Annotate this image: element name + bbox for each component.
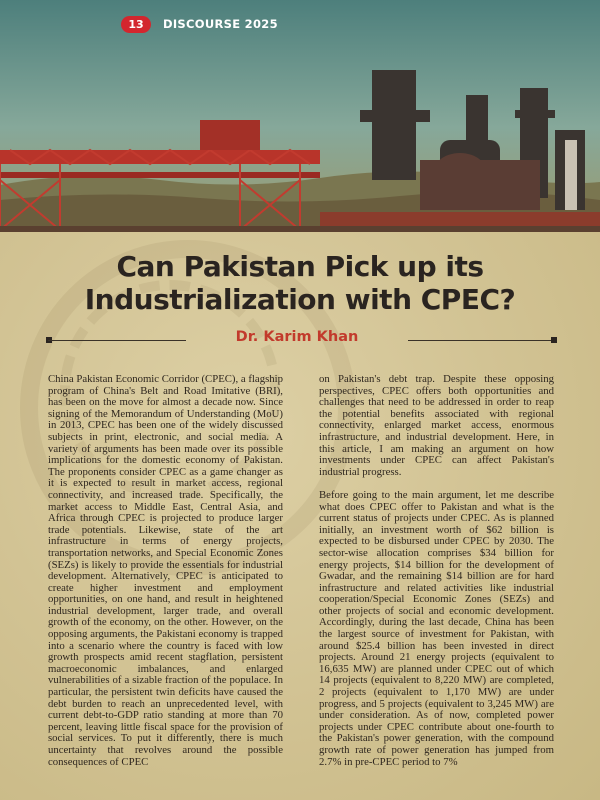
article-title <box>40 250 560 316</box>
article-paragraph: Before going to the main argument, let me describe what does CPEC offer to Pakistan and what is the current status of projects under CPEC. As is planned initially, an investment worth of $62 billion is expected to be disbursed under CPEC by 2030. The sector-wise allocation comprises $34 billion for energy projects, $14 billion for the development of Gwadar, and the remaining $14 billion are for hard infrastructure and related activities like industrial cooperation/Special Economic Zones (SEZs) and other projects of social and economic development. Accordingly, during the last decade, China has been the largest source of investment for Pakistan, with around $25.4 billion has been invested in direct projects. Around 21 energy projects (equivalent to 16,635 MW) are planned under CPEC out of which 14 projects (equivalent to 8,220 MW) are completed, 2 projects (equivalent to 1,170 MW) are under progress, and 5 projects (equivalent to 3,245 MW) are under consideration. As of now, completed power projects under CPEC contribute about one-fourth to the Pakistan's power generation, with the compound growth rate of power generation has jumped from 2.7% in pre-CPEC period to 7% <box>319 488 554 768</box>
article-column-left <box>48 374 283 780</box>
article-column-right <box>319 374 554 780</box>
header-photo-industrial-plant <box>0 0 600 232</box>
page-number-badge: 13 <box>121 16 151 33</box>
article-paragraph: on Pakistan's debt trap. Despite these opposing perspectives, CPEC offers both opportunities and challenges that need to be addressed in order to reap the potential benefits associated with regional connectivity, enlarged market access, enormous infrastructure, and industrial development. Here, in this article, I am making an argument on how investments under CPEC can affect Pakistan's industrial progress. <box>319 373 554 478</box>
article-paragraph: China Pakistan Economic Corridor (CPEC), a flagship program of China's Belt and Road Imitative (BRI), has been on the move for almost a decade now. Since signing of the Memorandum of Understanding (MoU) in 2013, CPEC has been one of the widely discussed subjects in print, electronic, and social media. A variety of arguments has been made over its possible implications for the domestic economy of Pakistan. The proponents consider CPEC as a game changer as it is expected to result in market access, regional connectivity, and increased trade. Specifically, the market access to Middle East, Central Asia, and Africa through CPEC is projected to produce larger trade potentials. Likewise, state of the art infrastructure in terms of energy projects, transportation networks, and Special Economic Zones (SEZs) is likely to provide the essentials for industrial development. Alternatively, CPEC is anticipated to create higher investment and employment opportunities, on one hand, and result in heightened industrial development, larger trade, and overall growth of the economy, on the other. However, on the opposing arguments, the Pakistani economy is trapped into a scenario where the country is faced with low growth prospects amid recent stagflation, persistent macroeconomic imbalances, and enlarged vulnerabilities of a sizable fraction of the populace. In particular, the persistent twin deficits have caused the debt burden to reach an unprecedented level, with current debt-to-GDP ratio standing at more than 70 percent, leaving little fiscal space for the provision of social services. To put it differently, there is much uncertainty that revolves around the possible consequences of CPEC <box>48 373 283 768</box>
article-title-line-2: Industrialization with CPEC? <box>84 283 516 316</box>
article-title-line-1: Can Pakistan Pick up its <box>116 250 484 283</box>
industrial-plant-illustration <box>0 0 600 232</box>
publication-title: DISCOURSE 2025 <box>163 17 278 31</box>
article-author: Dr. Karim Khan <box>235 329 359 345</box>
byline-rule-endpoint-right <box>551 337 557 343</box>
byline-rule-right <box>408 340 553 341</box>
byline-rule-left <box>48 340 186 341</box>
